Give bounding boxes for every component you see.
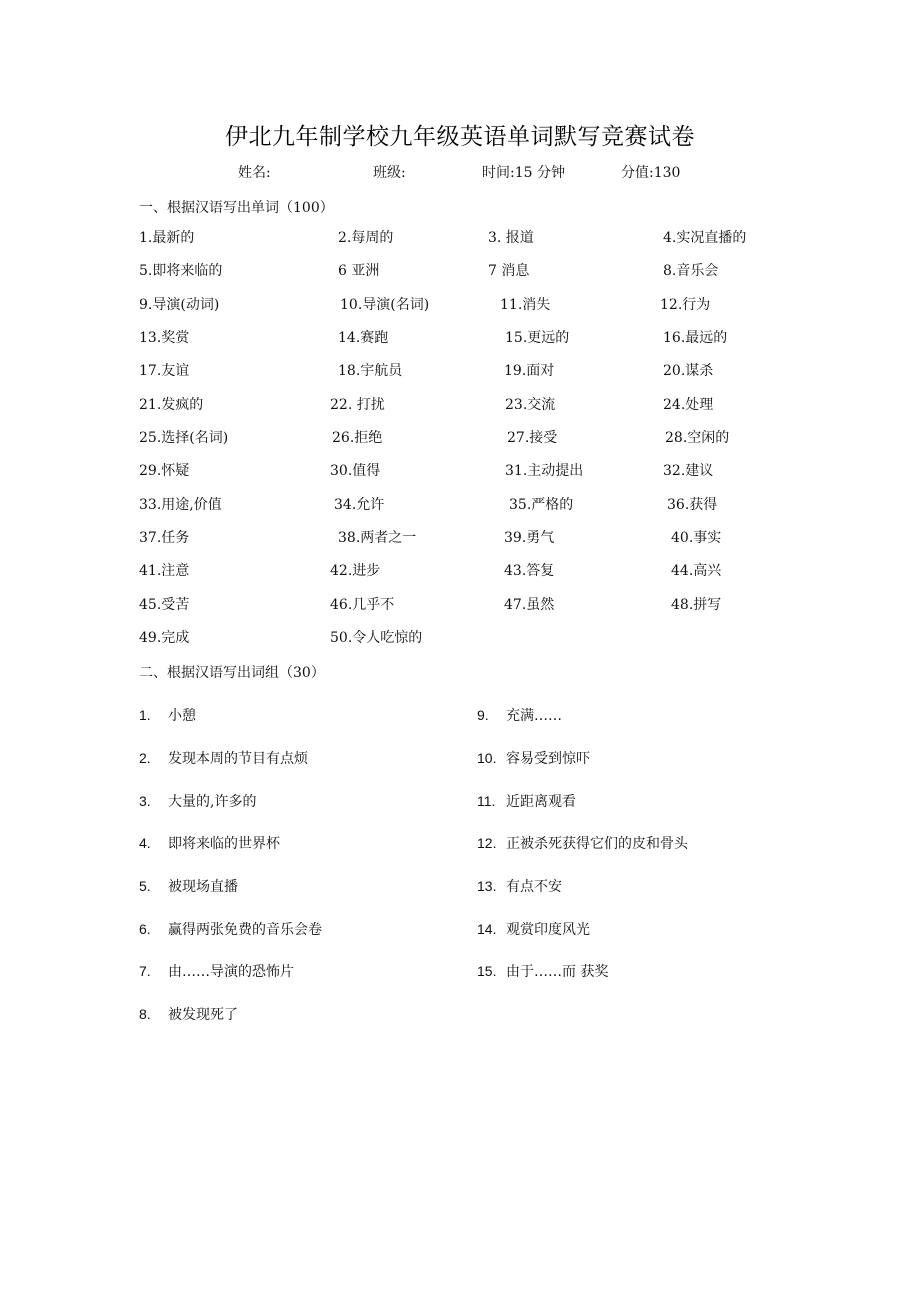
phrase-text: 由于……而 获奖: [506, 964, 609, 980]
section2-heading: 二、根据汉语写出词组（30）: [139, 665, 325, 681]
vocab-item: 35.严格的: [509, 497, 574, 513]
vocab-item: 50.令人吃惊的: [330, 630, 423, 646]
vocab-item: 9.导演(动词): [139, 297, 220, 313]
phrase-item: [477, 962, 608, 981]
vocab-item: 4.实况直播的: [663, 230, 747, 246]
vocab-item: 19.面对: [504, 363, 555, 379]
vocab-item: 31.主动提出: [505, 463, 584, 479]
vocab-item: 30.值得: [330, 463, 381, 479]
vocab-item: 8.音乐会: [663, 263, 719, 279]
vocab-item: 6 亚洲: [338, 263, 380, 279]
phrase-text: 有点不安: [506, 879, 562, 895]
phrase-number: 7.: [139, 963, 151, 979]
phrase-item: [477, 834, 688, 853]
vocab-item: 40.事实: [671, 530, 722, 546]
vocab-item: 14.赛跑: [338, 330, 389, 346]
phrase-item: [139, 749, 308, 768]
phrase-number: 8.: [139, 1006, 151, 1022]
phrase-item: [139, 792, 256, 811]
vocab-item: 29.怀疑: [139, 463, 190, 479]
phrase-text: 小憩: [168, 708, 196, 724]
phrase-number: 9.: [477, 707, 489, 723]
phrase-number: 2.: [139, 750, 151, 766]
phrase-text: 近距离观看: [506, 794, 576, 810]
vocab-item: 34.允许: [334, 497, 385, 513]
vocab-item: 18.宇航员: [338, 363, 403, 379]
phrase-number: 10.: [477, 750, 497, 766]
phrase-text: 观赏印度风光: [506, 922, 590, 938]
vocab-item: 15.更远的: [505, 330, 570, 346]
phrase-text: 发现本周的节目有点烦: [168, 751, 308, 767]
vocab-item: 49.完成: [139, 630, 190, 646]
vocab-item: 7 消息: [488, 263, 530, 279]
phrase-text: 即将来临的世界杯: [168, 836, 280, 852]
vocab-item: 42.进步: [330, 563, 381, 579]
time-label: 时间:15 分钟: [482, 165, 565, 181]
vocab-item: 13.奖赏: [139, 330, 190, 346]
vocab-item: 5.即将来临的: [139, 263, 223, 279]
section1-heading: 一、根据汉语写出单词（100）: [139, 200, 334, 216]
phrase-number: 5.: [139, 878, 151, 894]
vocab-item: 23.交流: [505, 397, 556, 413]
name-label: 姓名:: [238, 165, 271, 181]
score-label: 分值:130: [621, 165, 681, 181]
phrase-number: 6.: [139, 921, 151, 937]
vocab-item: 37.任务: [139, 530, 190, 546]
phrase-item: [477, 749, 590, 768]
vocab-item: 22. 打扰: [330, 397, 385, 413]
vocab-item: 46.几乎不: [330, 597, 395, 613]
vocab-item: 3. 报道: [488, 230, 534, 246]
vocab-item: 39.勇气: [504, 530, 555, 546]
vocab-item: 21.发疯的: [139, 397, 204, 413]
phrase-text: 被现场直播: [168, 879, 238, 895]
vocab-item: 12.行为: [660, 297, 711, 313]
phrase-item: [139, 706, 196, 725]
phrase-text: 赢得两张免费的音乐会卷: [168, 922, 322, 938]
phrase-text: 充满……: [506, 708, 562, 724]
vocab-item: 17.友谊: [139, 363, 190, 379]
phrase-number: 14.: [477, 921, 497, 937]
phrase-number: 4.: [139, 835, 151, 851]
phrase-number: 11.: [477, 793, 496, 809]
phrase-text: 被发现死了: [168, 1007, 238, 1023]
vocab-item: 44.高兴: [671, 563, 722, 579]
vocab-item: 11.消失: [500, 297, 551, 313]
vocab-item: 20.谋杀: [663, 363, 714, 379]
phrase-item: [139, 1005, 238, 1024]
vocab-item: 48.拼写: [671, 597, 722, 613]
phrase-number: 13.: [477, 878, 497, 894]
vocab-item: 43.答复: [504, 563, 555, 579]
phrase-number: 15.: [477, 963, 497, 979]
phrase-item: [477, 877, 562, 896]
phrase-item: [477, 706, 562, 725]
phrase-text: 由……导演的恐怖片: [168, 964, 294, 980]
vocab-item: 26.拒绝: [332, 430, 383, 446]
vocab-item: 47.虽然: [504, 597, 555, 613]
vocab-item: 25.选择(名词): [139, 430, 229, 446]
vocab-item: 27.接受: [507, 430, 558, 446]
phrase-item: [477, 792, 576, 811]
vocab-item: 38.两者之一: [338, 530, 417, 546]
vocab-item: 36.获得: [667, 497, 718, 513]
vocab-item: 32.建议: [663, 463, 714, 479]
phrase-number: 12.: [477, 835, 497, 851]
phrase-number: 3.: [139, 793, 151, 809]
vocab-item: 41.注意: [139, 563, 190, 579]
exam-title: 伊北九年制学校九年级英语单词默写竞赛试卷: [225, 124, 695, 150]
phrase-number: 1.: [139, 707, 151, 723]
phrase-text: 大量的,许多的: [168, 794, 257, 810]
phrase-item: [139, 834, 280, 853]
vocab-item: 33.用途,价值: [139, 497, 222, 513]
phrase-item: [139, 920, 322, 939]
phrase-item: [477, 920, 590, 939]
vocab-item: 2.每周的: [338, 230, 394, 246]
phrase-text: 容易受到惊吓: [506, 751, 590, 767]
vocab-item: 16.最远的: [663, 330, 728, 346]
vocab-item: 10.导演(名词): [340, 297, 430, 313]
phrase-item: [139, 877, 238, 896]
class-label: 班级:: [373, 165, 406, 181]
vocab-item: 24.处理: [663, 397, 714, 413]
vocab-item: 1.最新的: [139, 230, 195, 246]
phrase-item: [139, 962, 294, 981]
vocab-item: 28.空闲的: [665, 430, 730, 446]
phrase-text: 正被杀死获得它们的皮和骨头: [506, 836, 688, 852]
vocab-item: 45.受苦: [139, 597, 190, 613]
